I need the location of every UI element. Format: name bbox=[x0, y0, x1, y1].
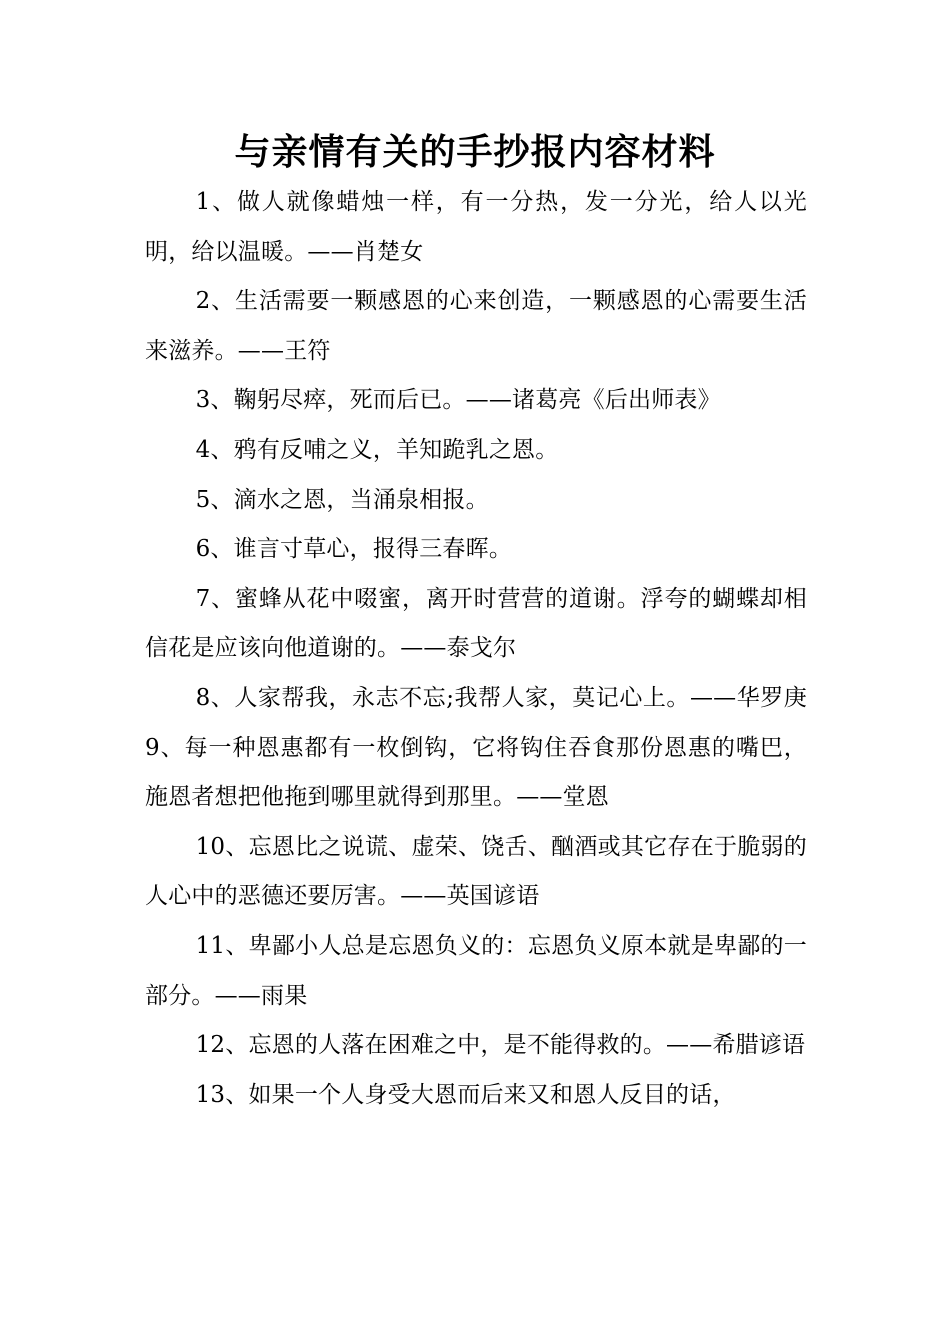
quote-paragraph-11: 11、卑鄙小人总是忘恩负义的：忘恩负义原本就是卑鄙的一部分。——雨果 bbox=[145, 932, 807, 1009]
quote-paragraph-4: 4、鸦有反哺之义，羊知跪乳之恩。 bbox=[195, 436, 559, 463]
quote-paragraph-12: 12、忘恩的人落在困难之中，是不能得救的。——希腊谚语 bbox=[195, 1032, 806, 1059]
quote-paragraph-2: 2、生活需要一颗感恩的心来创造，一颗感恩的心需要生活来滋养。——王符 bbox=[145, 288, 807, 364]
document-title: 与亲情有关的手抄报内容材料 bbox=[234, 132, 716, 173]
quote-paragraph-6: 6、谁言寸草心，报得三春晖。 bbox=[195, 536, 513, 563]
quote-paragraph-10: 10、忘恩比之说谎、虚荣、饶舌、酗酒或其它存在于脆弱的人心中的恶德还要厉害。——英国谚语 bbox=[145, 833, 807, 910]
quote-paragraph-8: 8、人家帮我，永志不忘;我帮人家，莫记心上。——华罗庚 9、每一种恩惠都有一枚倒钩，它将钩住吞食那份恩惠的嘴巴，施恩者想把他拖到哪里就得到那里。——堂恩 bbox=[145, 684, 807, 811]
quote-paragraph-7: 7、蜜蜂从花中啜蜜，离开时营营的道谢。浮夸的蝴蝶却相信花是应该向他道谢的。——泰戈尔 bbox=[145, 585, 807, 662]
quote-paragraph-1: 1、做人就像蜡烛一样，有一分热，发一分光，给人以光明，给以温暖。——肖楚女 bbox=[145, 189, 807, 265]
document-body bbox=[145, 178, 807, 1120]
quote-paragraph-5: 5、滴水之恩，当涌泉相报。 bbox=[195, 486, 489, 513]
quote-paragraph-3: 3、鞠躬尽瘁，死而后已。——诸葛亮《后出师表》 bbox=[195, 387, 721, 414]
quote-paragraph-13: 13、如果一个人身受大恩而后来又和恩人反目的话， bbox=[195, 1081, 736, 1108]
